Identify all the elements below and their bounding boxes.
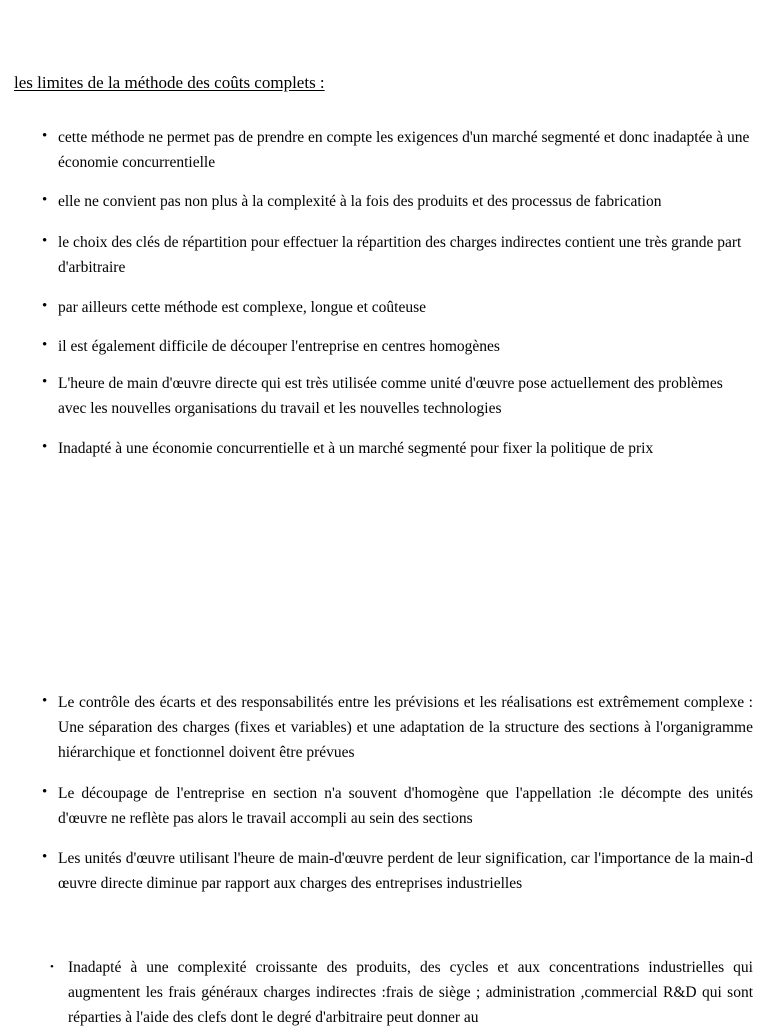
bullet-icon: • (42, 439, 48, 455)
list-item (42, 436, 753, 461)
list-item-text: Inadapté à une économie concurrentielle et à un marché segmenté pour fixer la politique de prix (58, 440, 654, 457)
list-item-text: le choix des clés de répartition pour effectuer la répartition des charges indirectes contient une très grande part d'arbitraire (58, 234, 742, 276)
list-item (50, 955, 753, 1030)
list-item (42, 189, 753, 214)
bullet-icon: • (42, 128, 48, 144)
list-item (42, 781, 753, 831)
bullet-icon: • (42, 298, 48, 314)
bullet-icon: • (42, 849, 48, 865)
list-item (42, 230, 753, 280)
bullet-icon: • (50, 961, 54, 973)
list-item (42, 690, 753, 765)
list-item-text: Les unités d'œuvre utilisant l'heure de main-d'œuvre perdent de leur signification, car l'importance de la main-d œuvre directe diminue par rapport aux charges des entreprises industrielles (58, 850, 753, 892)
bullet-icon: • (42, 233, 48, 249)
list-item (42, 334, 753, 359)
bullet-icon: • (42, 192, 48, 208)
bullet-icon: • (42, 337, 48, 353)
list-item-text: par ailleurs cette méthode est complexe, longue et coûteuse (58, 299, 426, 316)
section-title: les limites de la méthode des coûts complets : (14, 73, 325, 92)
list-item (42, 125, 753, 175)
list-item-text: elle ne convient pas non plus à la complexité à la fois des produits et des processus de fabrication (58, 193, 662, 210)
bullet-icon: • (42, 784, 48, 800)
list-item (42, 371, 753, 421)
list-item-text: cette méthode ne permet pas de prendre en compte les exigences d'un marché segmenté et donc inadaptée à une économie concurrentielle (58, 129, 750, 171)
list-item-text: il est également difficile de découper l'entreprise en centres homogènes (58, 338, 500, 355)
list-item-text: Le contrôle des écarts et des responsabilités entre les prévisions et les réalisations est extrêmement complexe : Une séparation des charges (fixes et variables) et une adaptation de la structure des sections à l'organigramme hiérarchique et fonctionnel doivent être prévues (58, 694, 753, 761)
list-item (42, 295, 753, 320)
bullet-icon: • (42, 693, 48, 709)
list-item-text: Le découpage de l'entreprise en section n'a souvent d'homogène que l'appellation :le décompte des unités d'œuvre ne reflète pas alors le travail accompli au sein des sections (58, 785, 753, 827)
list-item-text: L'heure de main d'œuvre directe qui est très utilisée comme unité d'œuvre pose actuellement des problèmes avec les nouvelles organisations du travail et les nouvelles technologies (58, 375, 723, 417)
list-item-text: Inadapté à une complexité croissante des produits, des cycles et aux concentrations industrielles qui augmentent les frais généraux charges indirectes :frais de siège ; administration ,commercial R&D qui sont réparties à l'aide des clefs dont le degré d'arbitraire peut donner au (68, 959, 753, 1026)
bullet-icon: • (42, 374, 48, 390)
list-item (42, 846, 753, 896)
